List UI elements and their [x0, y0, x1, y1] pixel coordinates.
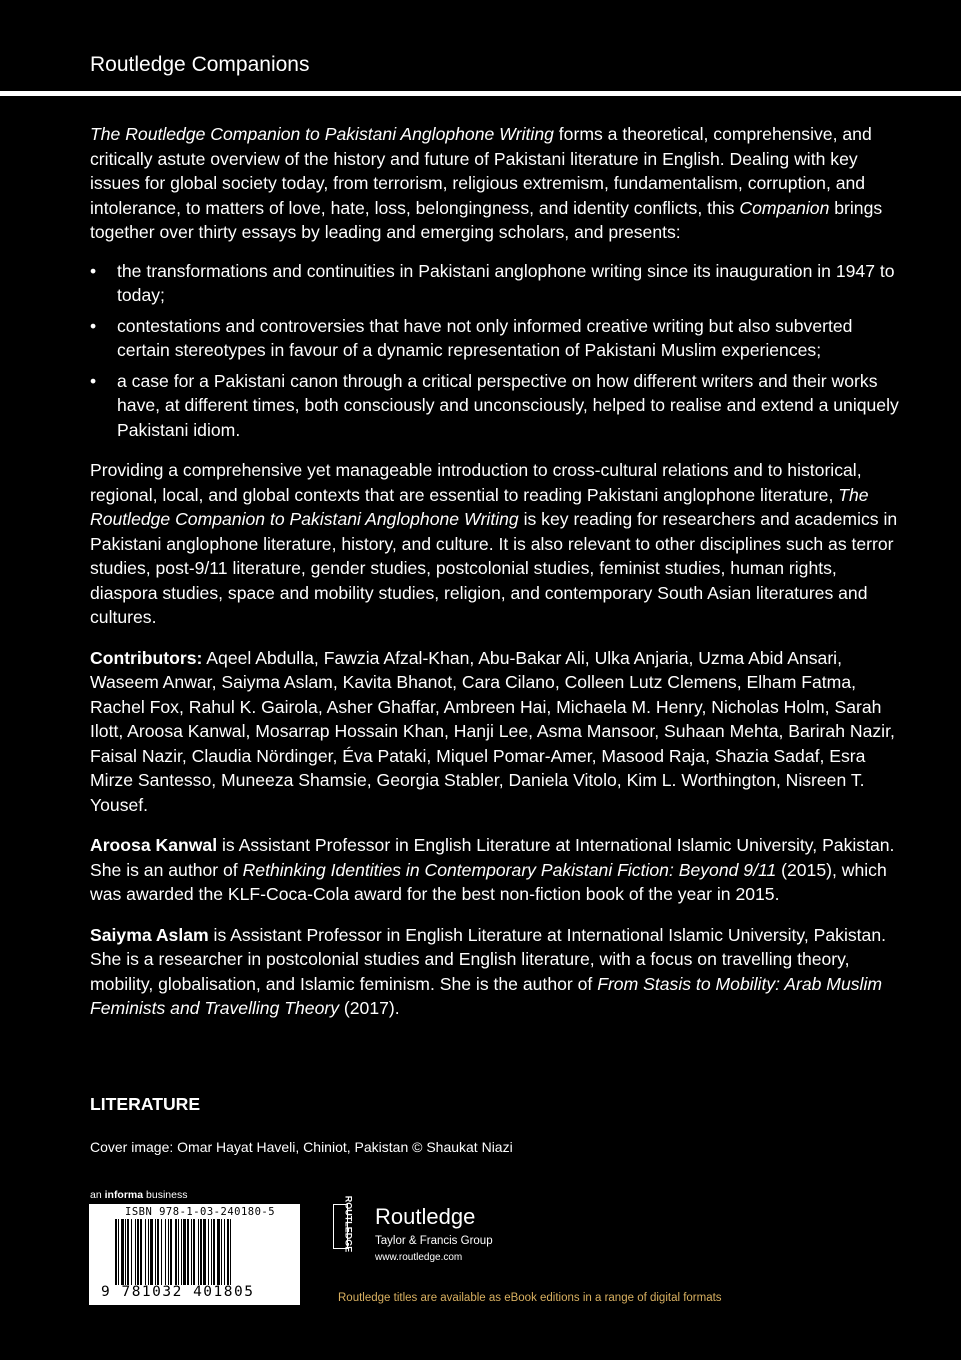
barcode-bars	[115, 1219, 281, 1285]
editor-name: Aroosa Kanwal	[90, 835, 218, 855]
informa-tagline: an informa business	[90, 1189, 188, 1201]
barcode-digits: 9 781032 401805	[101, 1284, 255, 1300]
editor-bio-kanwal: Aroosa Kanwal is Assistant Professor in English Literature at International Islamic University, Pakistan. She is an author of Rethinking Identities in Contemporary Pakistani Fiction: Beyond 9/11 (2015), which was awarded the KLF-Coca-Cola award for the best non-fiction book of the year in 2015.	[90, 835, 895, 904]
contributors-paragraph	[90, 646, 900, 818]
barcode-bar	[203, 1219, 206, 1285]
barcode-bar	[175, 1219, 177, 1285]
barcode-bar	[183, 1219, 186, 1285]
cover-credit: Cover image: Omar Hayat Haveli, Chiniot, Pakistan © Shaukat Niazi	[90, 1139, 513, 1155]
bullet-icon: •	[90, 370, 97, 391]
barcode-bar	[211, 1219, 212, 1285]
barcode-bar	[157, 1219, 159, 1285]
publisher-block	[333, 1195, 533, 1264]
barcode-bar	[193, 1219, 195, 1285]
barcode-bar	[125, 1219, 126, 1285]
editor-bio-aslam: Saiyma Aslam is Assistant Professor in English Literature at International Islamic University, Pakistan. She is a researcher in postcolonial studies and English literature, with a focus on travelling theory, mobility, globalisation, and Islamic feminism. She is the author of From Stasis to Mobility: Arab Muslim Feminists and Travelling Theory (2017).	[90, 924, 886, 1018]
contributors-label: Contributors:	[90, 647, 203, 668]
barcode-bar	[118, 1219, 119, 1285]
category-label: LITERATURE	[90, 1094, 201, 1114]
bullet-icon: •	[90, 260, 97, 281]
series-title: Routledge Companions	[90, 53, 310, 76]
barcode-bar	[161, 1219, 162, 1285]
publisher-group: Taylor & Francis Group	[375, 1235, 493, 1247]
header-divider	[0, 91, 961, 96]
feature-list	[90, 259, 900, 443]
providing-book-title: The Routledge Companion to Pakistani Anglophone Writing	[90, 484, 869, 529]
bullet-icon: •	[90, 315, 97, 336]
barcode-bar	[137, 1219, 139, 1285]
editor-book-title: Rethinking Identities in Contemporary Pakistani Fiction: Beyond 9/11	[242, 859, 777, 880]
barcode-bar	[115, 1219, 117, 1285]
routledge-logo-icon: ROUTLEDGE	[333, 1204, 348, 1249]
back-cover-blurb	[90, 122, 900, 1037]
barcode-bar	[221, 1219, 222, 1285]
barcode-bar	[121, 1219, 124, 1285]
barcode-bar	[131, 1219, 132, 1285]
intro-paragraph: The Routledge Companion to Pakistani Anglophone Writing forms a theoretical, comprehensive, and critically astute overview of the history and future of Pakistani literature in English. Dealing with key issues for global society today, from terrorism, religious extremism, fundamentalism, corruption, and intolerance, to matters of love, hate, loss, belongingness, and identity conflicts, this Companion brings together over thirty essays by leading and emerging scholars, and presents:	[90, 124, 883, 242]
barcode-bar	[230, 1219, 231, 1285]
companion-word: Companion	[739, 197, 830, 218]
barcode-bar	[191, 1219, 192, 1285]
contributors-names: Aqeel Abdulla, Fawzia Afzal-Khan, Abu-Bakar Ali, Ulka Anjaria, Uzma Abid Ansari, Waseem Anwar, Saiyma Aslam, Kavita Bhanot, Cara Cilano, Colleen Lutz Clemens, Elham Fatma, Rachel Fox, Rahul K. Gairola, Asher Ghaffar, Ambreen Hai, Michaela M. Henry, Nicholas Holm, Sarah Ilott, Aroosa Kanwal, Mosarrap Hossain Khan, Hanji Lee, Asma Mansoor, Suhaan Mehta, Barirah Nazir, Faisal Nazir, Claudia Nördinger, Éva Pataki, Miquel Pomar-Amer, Masood Raja, Shazia Sadaf, Esra Mirze Santesso, Muneeza Shamsie, Georgia Stabler, Daniela Vitolo, Kim L. Worthington, Nisreen T. Yousef.	[90, 647, 895, 815]
barcode-bar	[181, 1219, 182, 1285]
barcode-bar	[224, 1219, 225, 1285]
barcode-bar	[165, 1219, 166, 1285]
barcode-bar	[168, 1219, 169, 1285]
barcode-bar	[148, 1219, 149, 1285]
publisher-url: www.routledge.com	[375, 1252, 463, 1263]
barcode-bar	[170, 1219, 172, 1285]
barcode-bar	[217, 1219, 220, 1285]
publisher-name: Routledge	[375, 1204, 476, 1229]
list-item: • the transformations and continuities in Pakistani anglophone writing since its inauguration in 1947 to today;	[90, 260, 895, 305]
providing-paragraph: Providing a comprehensive yet manageable introduction to cross-cultural relations and to historical, regional, local, and global contexts that are essential to reading Pakistani anglophone literature, The Routledge Companion to Pakistani Anglophone Writing is key reading for researchers and academics in Pakistani anglophone literature, history, and culture. It is also relevant to other disciplines such as terror studies, post-9/11 literature, gender studies, postcolonial studies, feminist studies, human rights, diaspora studies, space and mobility studies, religion, and contemporary South Asian literatures and cultures.	[90, 460, 898, 627]
barcode-bar	[187, 1219, 189, 1285]
barcode-bar	[200, 1219, 202, 1285]
barcode-bar	[213, 1219, 215, 1285]
barcode-bar	[227, 1219, 229, 1285]
barcode-bar	[150, 1219, 153, 1285]
editor-book-title: From Stasis to Mobility: Arab Muslim Feminists and Travelling Theory	[90, 973, 883, 1018]
isbn-barcode	[89, 1204, 300, 1305]
isbn-label: ISBN 978-1-03-240180-5	[125, 1206, 276, 1218]
barcode-bar	[178, 1219, 179, 1285]
barcode-bar	[135, 1219, 136, 1285]
barcode-bar	[208, 1219, 209, 1285]
list-item: • a case for a Pakistani canon through a critical perspective on how different writers and their works have, at different times, both consciously and unconsciously, helped to realise and extend a uniquely Pakistani idiom.	[90, 370, 899, 440]
barcode-bar	[127, 1219, 129, 1285]
barcode-bar	[140, 1219, 142, 1285]
barcode-bar	[198, 1219, 199, 1285]
informa-brand: informa	[104, 1189, 144, 1201]
barcode-bar	[145, 1219, 146, 1285]
list-item: • contestations and controversies that have not only informed creative writing but also subverted certain stereotypes in favour of a dynamic representation of Pakistani Muslim experiences;	[90, 315, 853, 360]
editor-name: Saiyma Aslam	[90, 924, 209, 945]
intro-book-title: The Routledge Companion to Pakistani Anglophone Writing	[90, 124, 554, 144]
barcode-bar	[155, 1219, 156, 1285]
ebook-note: Routledge titles are available as eBook editions in a range of digital formats	[338, 1292, 722, 1304]
